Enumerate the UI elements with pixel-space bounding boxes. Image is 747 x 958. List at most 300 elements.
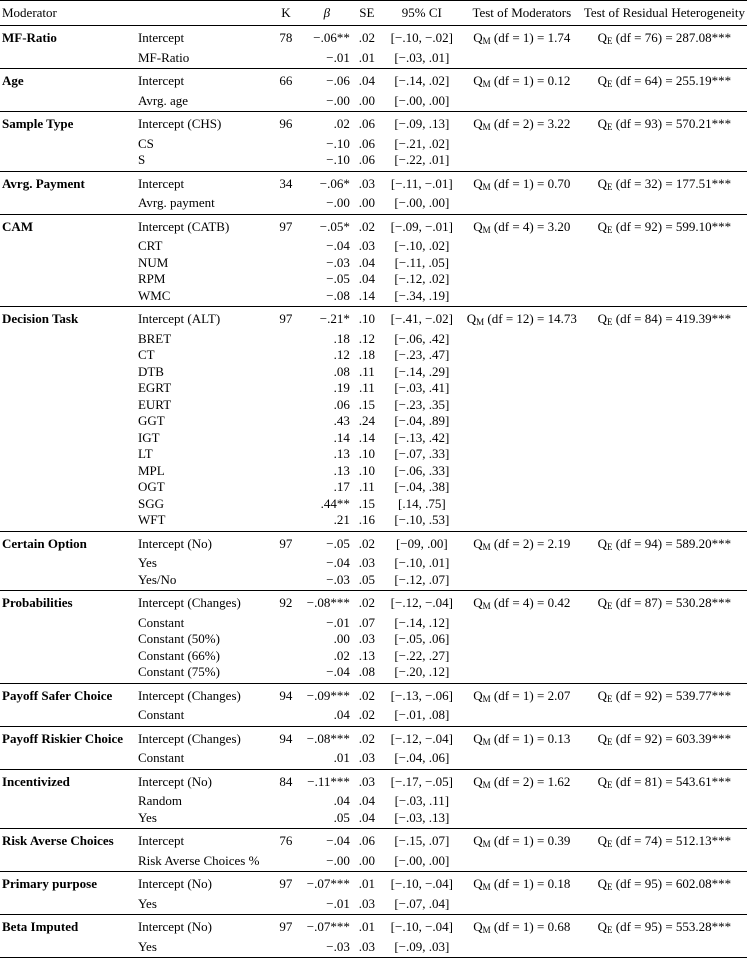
term-label: BRET <box>137 330 172 346</box>
ci-value: [−.10, .53] <box>382 512 462 531</box>
table-row <box>0 872 747 896</box>
table-row <box>0 238 747 255</box>
qe-value <box>582 769 747 793</box>
ci-value: [−.14, .12] <box>394 614 450 630</box>
qe-value-subscript: E <box>607 122 613 132</box>
se-value: .02 <box>358 30 375 45</box>
qe-value-subscript: E <box>607 224 613 235</box>
se-value: .00 <box>352 195 382 214</box>
qe-empty <box>582 446 747 463</box>
k-empty <box>270 413 302 430</box>
qm-value-symbol: Q <box>473 595 483 610</box>
se-value: .02 <box>358 730 375 746</box>
qm-value <box>462 26 582 50</box>
term-label: CS <box>137 135 154 151</box>
qm-value-value: (df = 1) = 0.39 <box>493 833 571 848</box>
k-empty <box>270 152 302 171</box>
k-empty <box>270 853 302 872</box>
k-value: 97 <box>279 535 293 551</box>
table-row <box>0 683 747 707</box>
ci-value: [−.23, .47] <box>394 347 450 362</box>
moderator-name-empty <box>0 707 136 726</box>
moderator-name-empty <box>0 793 136 810</box>
ci-value: [−.12, .07] <box>382 572 462 591</box>
k-empty <box>270 364 302 381</box>
table-row <box>0 93 747 112</box>
k-empty <box>270 136 302 153</box>
qe-empty <box>582 555 747 572</box>
beta-value: −.05* <box>319 218 350 234</box>
qe-value <box>582 69 747 93</box>
qm-empty <box>462 463 582 480</box>
term-label: Yes <box>136 896 270 915</box>
qm-empty <box>462 572 582 591</box>
ci-value: [−.03, .01] <box>382 50 462 69</box>
moderator-name: Avrg. Payment <box>2 175 85 191</box>
beta-value: .02 <box>333 116 350 131</box>
qe-value-symbol: Q <box>597 73 608 88</box>
table-row <box>0 479 747 496</box>
qe-value-value: (df = 32) = 177.51*** <box>615 175 732 191</box>
qe-empty <box>582 271 747 288</box>
qm-empty <box>462 707 582 726</box>
k-value: 78 <box>279 30 293 45</box>
table-row <box>0 50 747 69</box>
moderator-name-empty <box>0 572 136 591</box>
qm-empty <box>462 430 582 447</box>
k-empty <box>270 238 302 255</box>
qm-value-subscript: M <box>482 882 491 892</box>
se-value: .18 <box>358 347 375 362</box>
qe-value-symbol: Q <box>597 595 608 610</box>
table-row <box>0 413 747 430</box>
qe-value-subscript: E <box>607 925 613 935</box>
moderator-name-empty <box>0 615 136 632</box>
qm-value-value: (df = 4) = 0.42 <box>493 595 571 610</box>
moderator-name: Payoff Riskier Choice <box>2 730 124 746</box>
table-row <box>0 512 747 531</box>
qm-value-value: (df = 1) = 0.70 <box>493 175 571 191</box>
term-label: Intercept <box>137 833 185 848</box>
term-label: Intercept <box>137 175 185 191</box>
qm-empty <box>462 896 582 915</box>
se-value: .11 <box>358 479 375 494</box>
beta-value: .44** <box>320 495 350 511</box>
moderator-name-empty <box>0 479 136 496</box>
term-label: Intercept (Changes) <box>137 687 241 703</box>
beta-value: −.21* <box>319 311 350 326</box>
qm-empty <box>462 615 582 632</box>
qe-empty <box>582 939 747 958</box>
qm-value-symbol: Q <box>473 730 483 746</box>
qe-empty <box>582 397 747 414</box>
qm-value-value: (df = 2) = 1.62 <box>493 773 571 789</box>
moderator-name-empty <box>0 446 136 463</box>
qm-value-value: (df = 1) = 0.68 <box>493 919 571 934</box>
qm-value-value: (df = 4) = 3.20 <box>493 218 571 234</box>
table-row <box>0 26 747 50</box>
beta-value: −.06 <box>326 73 350 88</box>
qm-empty <box>462 793 582 810</box>
qe-value-subscript: E <box>607 736 613 747</box>
ci-value: [−.07, .33] <box>394 446 450 461</box>
qm-value-subscript: M <box>476 317 485 327</box>
se-value: .02 <box>358 687 375 703</box>
ci-value: [−.14, .02] <box>394 73 450 88</box>
qe-value-subscript: E <box>607 317 613 327</box>
ci-value: [−.01, .08] <box>382 707 462 726</box>
se-value: .16 <box>352 512 382 531</box>
beta-value: .06 <box>333 396 350 412</box>
ci-value: [−.21, .02] <box>394 135 450 151</box>
k-empty <box>270 479 302 496</box>
moderator-name-empty <box>0 430 136 447</box>
term-label: DTB <box>137 363 164 379</box>
term-label: Yes <box>136 939 270 958</box>
ci-value: [−.10, −.04] <box>390 919 453 934</box>
term-label: GGT <box>137 413 165 428</box>
qm-empty <box>462 255 582 272</box>
header-beta-symbol: β <box>323 4 331 20</box>
table-row <box>0 829 747 853</box>
qe-value-subscript: E <box>607 541 613 552</box>
ci-value: [−.10, .02] <box>394 238 450 253</box>
qm-empty <box>462 939 582 958</box>
beta-value: −.05 <box>326 271 350 286</box>
table-row <box>0 615 747 632</box>
term-label: OGT <box>137 479 165 494</box>
ci-value: [−.06, .33] <box>394 462 450 478</box>
term-label: Constant <box>137 614 185 630</box>
ci-value: [−.04, .38] <box>394 479 450 494</box>
qm-empty <box>462 648 582 665</box>
beta-value: −.01 <box>326 614 350 630</box>
ci-value: [−.20, .12] <box>382 664 462 683</box>
qe-value-value: (df = 93) = 570.21*** <box>615 116 732 131</box>
term-label: RPM <box>137 271 166 286</box>
qm-value-symbol: Q <box>473 687 483 703</box>
beta-value: −.04 <box>326 555 350 570</box>
se-value: .03 <box>358 555 375 570</box>
qm-value-subscript: M <box>482 779 491 790</box>
k-empty <box>270 648 302 665</box>
beta-value: −.01 <box>302 50 352 69</box>
table-row <box>0 648 747 665</box>
qm-value <box>462 171 582 195</box>
qm-value <box>462 769 582 793</box>
ci-value: [−.09, .13] <box>394 116 450 131</box>
beta-value: −.03 <box>326 254 350 270</box>
term-label: Intercept (CHS) <box>137 116 222 131</box>
term-label: Intercept <box>137 73 185 88</box>
beta-value: −.06** <box>313 30 350 45</box>
beta-value: −.07*** <box>306 919 350 934</box>
se-value: .15 <box>358 495 375 511</box>
se-value: .11 <box>358 380 375 395</box>
table-row <box>0 152 747 171</box>
se-value: .04 <box>358 73 375 88</box>
qm-empty <box>462 288 582 307</box>
k-empty <box>270 512 302 531</box>
beta-value: −.10 <box>326 135 350 151</box>
term-label: NUM <box>137 254 169 270</box>
qe-value <box>582 26 747 50</box>
beta-value: .14 <box>333 429 350 445</box>
qe-value-value: (df = 92) = 603.39*** <box>615 730 732 746</box>
table-row <box>0 572 747 591</box>
ci-value: [−.17, −.05] <box>390 773 453 789</box>
term-label: Random <box>137 793 183 808</box>
moderator-name-empty <box>0 288 136 307</box>
qe-value-value: (df = 74) = 512.13*** <box>615 833 732 848</box>
ci-value: [−.13, .42] <box>394 429 450 445</box>
k-empty <box>270 896 302 915</box>
qe-value-subscript: E <box>607 181 613 192</box>
qm-value-subscript: M <box>482 122 491 132</box>
term-label: Intercept (No) <box>137 535 212 551</box>
qe-empty <box>582 288 747 307</box>
moderator-name-empty <box>0 496 136 513</box>
qm-value <box>462 683 582 707</box>
qe-value-symbol: Q <box>597 773 608 789</box>
beta-value: .04 <box>302 707 352 726</box>
beta-value: .01 <box>302 750 352 769</box>
qm-empty <box>462 750 582 769</box>
moderator-name-empty <box>0 512 136 531</box>
table-row <box>0 939 747 958</box>
qm-empty <box>462 496 582 513</box>
qe-value-value: (df = 92) = 599.10*** <box>615 218 732 234</box>
table-row <box>0 750 747 769</box>
beta-value: −.04 <box>326 238 350 253</box>
beta-value: .19 <box>333 380 350 395</box>
qm-value <box>462 69 582 93</box>
se-value: .10 <box>358 311 375 326</box>
qm-empty <box>462 380 582 397</box>
term-label: CT <box>137 347 155 362</box>
moderator-name: Beta Imputed <box>2 919 79 934</box>
se-value: .04 <box>358 254 375 270</box>
moderator-name-empty <box>0 380 136 397</box>
moderator-name: Certain Option <box>2 535 87 551</box>
qe-value-symbol: Q <box>597 311 608 326</box>
qe-empty <box>582 347 747 364</box>
se-value: .06 <box>358 116 375 131</box>
se-value: .02 <box>358 595 375 610</box>
qm-value <box>462 307 582 331</box>
moderator-name-empty <box>0 413 136 430</box>
table-row <box>0 591 747 615</box>
term-label: WMC <box>136 288 270 307</box>
k-empty <box>270 380 302 397</box>
k-empty <box>270 664 302 683</box>
qm-value-symbol: Q <box>473 535 483 551</box>
qe-value-value: (df = 94) = 589.20*** <box>615 535 732 551</box>
k-empty <box>270 555 302 572</box>
beta-value: .12 <box>333 347 350 362</box>
k-empty <box>270 615 302 632</box>
se-value: .03 <box>358 238 375 253</box>
beta-value: −.10 <box>302 152 352 171</box>
qe-value <box>582 872 747 896</box>
qe-empty <box>582 512 747 531</box>
term-label: Constant (75%) <box>136 664 270 683</box>
qe-empty <box>582 479 747 496</box>
qe-empty <box>582 631 747 648</box>
table-body <box>0 26 747 958</box>
qe-empty <box>582 364 747 381</box>
k-empty <box>270 288 302 307</box>
qm-value-symbol: Q <box>473 73 483 88</box>
qm-value-subscript: M <box>482 36 491 46</box>
ci-value: [−.34, .19] <box>382 288 462 307</box>
ci-value: [−.14, .29] <box>394 363 450 379</box>
qm-value-symbol: Q <box>473 919 483 934</box>
k-empty <box>270 397 302 414</box>
qm-value <box>462 915 582 939</box>
ci-value: [−.12, .02] <box>394 271 450 286</box>
se-value: .03 <box>358 773 375 789</box>
ci-value: [−.41, −.02] <box>390 311 453 326</box>
beta-value: .04 <box>333 793 350 808</box>
se-value: .00 <box>352 93 382 112</box>
k-empty <box>270 793 302 810</box>
qm-empty <box>462 479 582 496</box>
qm-value-value: (df = 12) = 14.73 <box>487 311 577 326</box>
ci-value: [−.15, .07] <box>394 833 450 848</box>
table-row <box>0 810 747 829</box>
k-empty <box>270 271 302 288</box>
qe-value <box>582 307 747 331</box>
qm-value-symbol: Q <box>473 30 483 45</box>
beta-value: −.03 <box>302 572 352 591</box>
k-value: 97 <box>279 876 293 891</box>
k-value: 97 <box>279 919 293 934</box>
qm-value-symbol: Q <box>473 773 483 789</box>
qe-value-symbol: Q <box>597 175 608 191</box>
qm-empty <box>462 853 582 872</box>
qe-value <box>582 683 747 707</box>
qm-value-symbol: Q <box>473 116 483 131</box>
qm-value-symbol: Q <box>473 876 483 891</box>
ci-value: [−.22, .27] <box>394 647 450 663</box>
table-row <box>0 664 747 683</box>
term-label: Intercept (Changes) <box>137 595 241 610</box>
ci-value: [−.03, .41] <box>394 380 450 395</box>
term-label: Intercept (ALT) <box>137 311 221 326</box>
se-value: .05 <box>352 572 382 591</box>
term-label: Yes/No <box>136 572 270 591</box>
term-label: Intercept (No) <box>137 773 212 789</box>
beta-value: .08 <box>333 363 350 379</box>
beta-value: −.07*** <box>306 876 350 891</box>
term-label: CRT <box>137 238 163 253</box>
beta-value: −.00 <box>302 195 352 214</box>
ci-value: [−.07, .04] <box>382 896 462 915</box>
k-value: 76 <box>279 833 293 848</box>
moderator-name: Probabilities <box>2 595 73 610</box>
qe-value <box>582 915 747 939</box>
qe-value-subscript: E <box>607 779 613 790</box>
qe-empty <box>582 152 747 171</box>
se-value: .11 <box>358 363 375 379</box>
term-label: Risk Averse Choices % <box>136 853 270 872</box>
qm-empty <box>462 152 582 171</box>
ci-value: [−.03, .13] <box>382 810 462 829</box>
qm-empty <box>462 512 582 531</box>
table-row <box>0 112 747 136</box>
qe-value <box>582 171 747 195</box>
k-empty <box>270 463 302 480</box>
se-value: .01 <box>358 876 375 891</box>
se-value: .03 <box>352 896 382 915</box>
qe-value-symbol: Q <box>597 30 608 45</box>
k-empty <box>270 572 302 591</box>
qe-value-subscript: E <box>607 693 613 704</box>
term-label: Intercept (No) <box>137 919 212 934</box>
term-label: Intercept (CATB) <box>137 218 230 234</box>
qe-value-symbol: Q <box>597 919 608 934</box>
qe-empty <box>582 195 747 214</box>
qe-value-symbol: Q <box>597 833 608 848</box>
ci-value: [.14, .75] <box>397 495 446 511</box>
k-value: 94 <box>279 687 293 703</box>
moderator-name-empty <box>0 255 136 272</box>
se-value: .04 <box>352 810 382 829</box>
header-qe: Test of Residual Heterogeneity <box>582 1 747 26</box>
k-empty <box>270 496 302 513</box>
qe-value-value: (df = 87) = 530.28*** <box>615 595 732 610</box>
se-value: .13 <box>358 647 375 663</box>
beta-value: .18 <box>333 330 350 346</box>
moderator-name: MF-Ratio <box>2 30 57 45</box>
term-label: EURT <box>137 396 172 412</box>
moderator-name-empty <box>0 631 136 648</box>
k-value: 92 <box>279 595 293 610</box>
qm-value-subscript: M <box>482 541 491 552</box>
term-label: EGRT <box>137 380 172 395</box>
qe-empty <box>582 750 747 769</box>
qm-empty <box>462 347 582 364</box>
k-empty <box>270 331 302 348</box>
qm-value-symbol: Q <box>473 218 483 234</box>
se-value: .06 <box>358 135 375 151</box>
se-value: .14 <box>358 429 375 445</box>
se-value: .03 <box>352 750 382 769</box>
se-value: .08 <box>352 664 382 683</box>
beta-value: .13 <box>333 462 350 478</box>
table-row <box>0 446 747 463</box>
qe-empty <box>582 615 747 632</box>
moderator-name-empty <box>0 648 136 665</box>
qe-empty <box>582 380 747 397</box>
qm-value-value: (df = 1) = 1.74 <box>493 30 571 45</box>
table-row <box>0 397 747 414</box>
moderator-name-empty <box>0 810 136 829</box>
table-row <box>0 271 747 288</box>
k-empty <box>270 810 302 829</box>
term-label: Avrg. payment <box>136 195 270 214</box>
k-empty <box>270 707 302 726</box>
moderator-name: Decision Task <box>2 311 79 326</box>
k-empty <box>270 93 302 112</box>
qe-value-value: (df = 64) = 255.19*** <box>615 73 732 88</box>
k-value: 97 <box>279 218 293 234</box>
ci-value: [−.11, .05] <box>394 254 450 270</box>
qm-empty <box>462 364 582 381</box>
qe-empty <box>582 255 747 272</box>
qe-empty <box>582 413 747 430</box>
